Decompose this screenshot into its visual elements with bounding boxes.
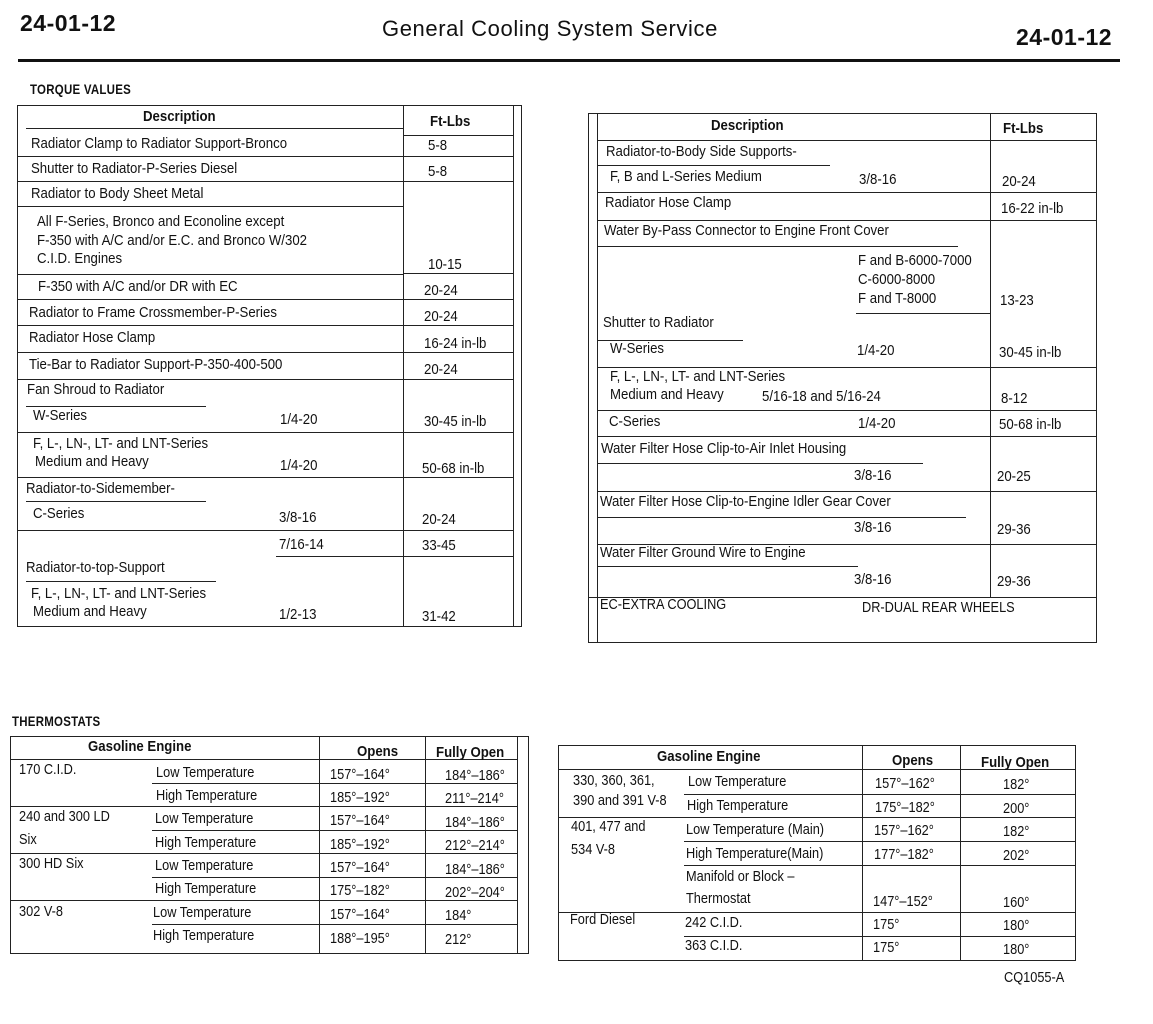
torque-size: 1/4-20 <box>857 342 895 359</box>
torque-desc: All F-Series, Bronco and Econoline except <box>37 213 285 230</box>
fully-open-value: 202°–204° <box>445 885 505 901</box>
page-number-right: 24-01-12 <box>1016 24 1113 50</box>
opens-value: 157°–164° <box>330 907 390 923</box>
fully-open-value: 180° <box>1003 918 1030 934</box>
torque-desc: Water Filter Ground Wire to Engine <box>600 544 806 561</box>
torque-desc: W-Series <box>33 407 88 424</box>
torque-size: 1/4-20 <box>280 411 318 428</box>
torque-size: 1/4-20 <box>858 415 896 432</box>
page-number-left: 24-01-12 <box>20 10 117 36</box>
engine-label: 390 and 391 V-8 <box>573 793 667 809</box>
torque-desc: F-350 with A/C and/or DR with EC <box>38 278 238 295</box>
torque-value: 30-45 in-lb <box>424 413 487 430</box>
opens-value: 147°–152° <box>873 894 933 910</box>
temp-label: High Temperature(Main) <box>686 846 824 862</box>
temp-label: Low Temperature <box>155 858 254 874</box>
torque-desc: Medium and Heavy <box>610 386 724 403</box>
col-header-ft-lbs: Ft-Lbs <box>430 113 471 130</box>
temp-label: High Temperature <box>153 928 255 944</box>
opens-value: 175° <box>873 940 900 956</box>
torque-size: 3/8-16 <box>854 467 892 484</box>
opens-value: 175° <box>873 917 900 933</box>
engine-label: Ford Diesel <box>570 912 636 928</box>
fully-open-value: 184°–186° <box>445 815 505 831</box>
page-title: General Cooling System Service <box>382 16 718 41</box>
opens-value: 188°–195° <box>330 931 390 947</box>
fully-open-value: 160° <box>1003 895 1030 911</box>
footnote-ec: EC-EXTRA COOLING <box>600 597 727 613</box>
torque-desc: Radiator Clamp to Radiator Support-Bronco <box>31 135 288 152</box>
torque-size: C-6000-8000 <box>858 271 936 288</box>
temp-label: High Temperature <box>687 798 789 814</box>
torque-desc: Radiator Hose Clamp <box>29 329 156 346</box>
torque-value: 33-45 <box>422 537 456 554</box>
torque-desc: Radiator to Body Sheet Metal <box>31 185 204 202</box>
temp-label: Thermostat <box>686 891 751 907</box>
temp-label: Low Temperature <box>153 905 252 921</box>
torque-size: 1/2-13 <box>279 606 317 623</box>
opens-value: 185°–192° <box>330 790 390 806</box>
engine-label: 170 C.I.D. <box>19 762 77 778</box>
col-header-opens: Opens <box>357 743 399 760</box>
engine-label: 240 and 300 LD <box>19 809 110 825</box>
torque-desc: C.I.D. Engines <box>37 250 123 267</box>
torque-desc: Shutter to Radiator <box>603 314 714 331</box>
torque-size: 3/8-16 <box>854 519 892 536</box>
torque-value: 20-25 <box>997 468 1031 485</box>
torque-value: 20-24 <box>1002 173 1036 190</box>
opens-value: 157°–164° <box>330 860 390 876</box>
torque-desc: F, B and L-Series Medium <box>610 168 762 185</box>
torque-value: 30-45 in-lb <box>999 344 1062 361</box>
temp-label: High Temperature <box>155 881 257 897</box>
opens-value: 177°–182° <box>874 847 934 863</box>
torque-value: 10-15 <box>428 256 462 273</box>
col-header-opens: Opens <box>892 752 934 769</box>
temp-label: Manifold or Block – <box>686 869 795 885</box>
torque-desc: Radiator-to-Body Side Supports- <box>606 143 797 160</box>
torque-desc: Shutter to Radiator-P-Series Diesel <box>31 160 238 177</box>
torque-value: 29-36 <box>997 573 1031 590</box>
temp-label: 242 C.I.D. <box>685 915 743 931</box>
col-header-description: Description <box>711 117 784 134</box>
temp-label: 363 C.I.D. <box>685 938 743 954</box>
torque-value: 5-8 <box>428 163 448 180</box>
torque-size: 1/4-20 <box>280 457 318 474</box>
engine-label: 330, 360, 361, <box>573 773 655 789</box>
torque-desc: Radiator-to-Sidemember- <box>26 480 175 497</box>
torque-section-title: TORQUE VALUES <box>30 81 132 97</box>
header-rule <box>18 59 1120 62</box>
temp-label: Low Temperature <box>156 765 255 781</box>
torque-value: 29-36 <box>997 521 1031 538</box>
opens-value: 175°–182° <box>875 800 935 816</box>
fully-open-value: 212° <box>445 932 472 948</box>
opens-value: 157°–164° <box>330 767 390 783</box>
temp-label: High Temperature <box>156 788 258 804</box>
torque-desc: Radiator-to-top-Support <box>26 559 165 576</box>
torque-value: 31-42 <box>422 608 456 625</box>
torque-value: 20-24 <box>422 511 456 528</box>
torque-desc: W-Series <box>610 340 665 357</box>
torque-desc: F-350 with A/C and/or E.C. and Bronco W/302 <box>37 232 308 249</box>
col-header-description: Description <box>143 108 216 125</box>
torque-value: 13-23 <box>1000 292 1034 309</box>
torque-value: 8-12 <box>1001 390 1028 407</box>
opens-value: 157°–162° <box>874 823 934 839</box>
torque-value: 50-68 in-lb <box>422 460 485 477</box>
figure-code: CQ1055-A <box>1004 970 1065 986</box>
fully-open-value: 180° <box>1003 942 1030 958</box>
torque-desc: Radiator Hose Clamp <box>605 194 732 211</box>
col-header-fully-open: Fully Open <box>981 754 1050 771</box>
opens-value: 157°–162° <box>875 776 935 792</box>
fully-open-value: 202° <box>1003 848 1030 864</box>
col-header-engine: Gasoline Engine <box>657 748 761 765</box>
torque-size: 3/8-16 <box>854 571 892 588</box>
torque-desc: Water By-Pass Connector to Engine Front Cover <box>604 222 889 239</box>
fully-open-value: 184° <box>445 908 472 924</box>
torque-value: 5-8 <box>428 137 448 154</box>
torque-desc: F, L-, LN-, LT- and LNT-Series <box>610 368 786 385</box>
engine-label: 534 V-8 <box>571 842 615 858</box>
col-header-fully-open: Fully Open <box>436 744 505 761</box>
fully-open-value: 212°–214° <box>445 838 505 854</box>
torque-desc: Medium and Heavy <box>35 453 149 470</box>
col-header-engine: Gasoline Engine <box>88 738 192 755</box>
temp-label: Low Temperature (Main) <box>686 822 825 838</box>
torque-value: 16-22 in-lb <box>1001 200 1064 217</box>
temp-label: High Temperature <box>155 835 257 851</box>
fully-open-value: 182° <box>1003 777 1030 793</box>
fully-open-value: 184°–186° <box>445 768 505 784</box>
torque-desc: C-Series <box>609 413 661 430</box>
opens-value: 185°–192° <box>330 837 390 853</box>
torque-size: F and T-8000 <box>858 290 937 307</box>
fully-open-value: 184°–186° <box>445 862 505 878</box>
fully-open-value: 200° <box>1003 801 1030 817</box>
torque-desc: Water Filter Hose Clip-to-Engine Idler Gear Cover <box>600 493 891 510</box>
torque-desc: C-Series <box>33 505 85 522</box>
torque-size: 3/8-16 <box>279 509 317 526</box>
engine-label: 401, 477 and <box>571 819 646 835</box>
torque-desc: Tie-Bar to Radiator Support-P-350-400-500 <box>29 356 283 373</box>
engine-label: Six <box>19 832 37 848</box>
engine-label: 302 V-8 <box>19 904 63 920</box>
temp-label: Low Temperature <box>688 774 787 790</box>
fully-open-value: 182° <box>1003 824 1030 840</box>
torque-size: F and B-6000-7000 <box>858 252 972 269</box>
torque-desc: F, L-, LN-, LT- and LNT-Series <box>33 435 209 452</box>
torque-size: 7/16-14 <box>279 536 324 553</box>
torque-value: 50-68 in-lb <box>999 416 1062 433</box>
torque-value: 20-24 <box>424 361 458 378</box>
torque-value: 16-24 in-lb <box>424 335 487 352</box>
torque-value: 20-24 <box>424 282 458 299</box>
torque-size: 5/16-18 and 5/16-24 <box>762 388 881 405</box>
engine-label: 300 HD Six <box>19 856 84 872</box>
torque-desc: Water Filter Hose Clip-to-Air Inlet Housing <box>601 440 847 457</box>
torque-size: 3/8-16 <box>859 171 897 188</box>
col-header-ft-lbs: Ft-Lbs <box>1003 120 1044 137</box>
footnote-dr: DR-DUAL REAR WHEELS <box>862 600 1015 616</box>
torque-desc: F, L-, LN-, LT- and LNT-Series <box>31 585 207 602</box>
torque-desc: Radiator to Frame Crossmember-P-Series <box>29 304 277 321</box>
opens-value: 157°–164° <box>330 813 390 829</box>
opens-value: 175°–182° <box>330 883 390 899</box>
torque-value: 20-24 <box>424 308 458 325</box>
temp-label: Low Temperature <box>155 811 254 827</box>
torque-desc: Fan Shroud to Radiator <box>27 381 165 398</box>
thermostats-section-title: THERMOSTATS <box>12 713 101 729</box>
fully-open-value: 211°–214° <box>445 791 504 807</box>
torque-desc: Medium and Heavy <box>33 603 147 620</box>
